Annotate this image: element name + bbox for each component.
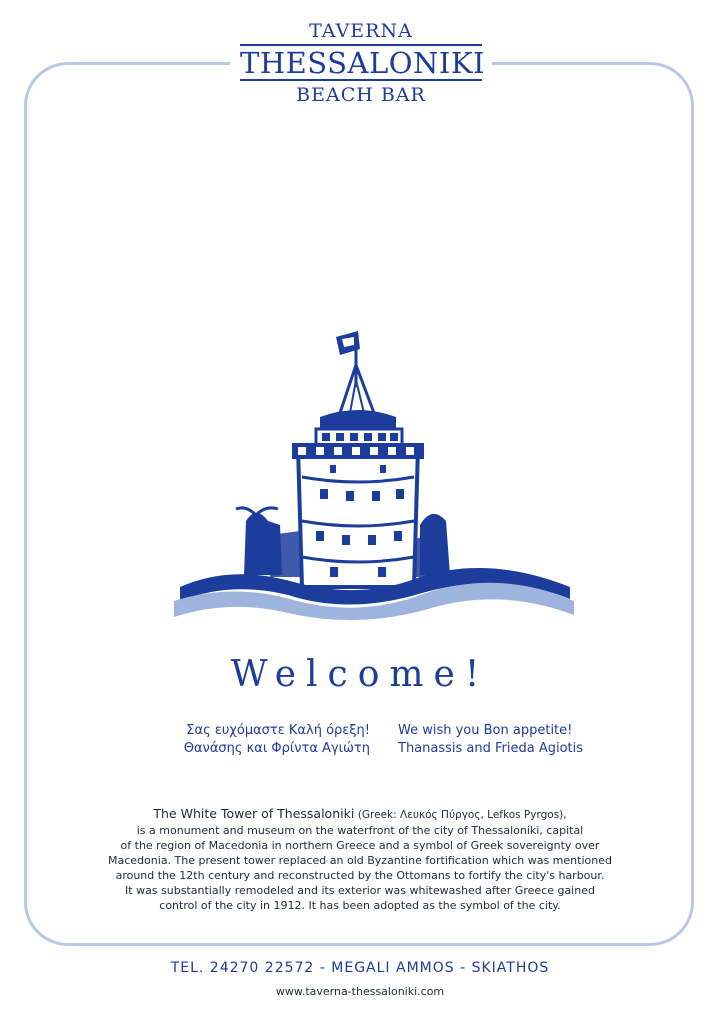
greek-greeting — [150, 722, 370, 758]
white-tower-illustration — [170, 325, 580, 625]
about-line-4: around the 12th century and reconstructed by the Ottomans to fortify the city's harbour. — [115, 869, 605, 882]
greek-greeting-line1: Σας ευχόμαστε Καλή όρεξη! — [186, 723, 370, 738]
website-link[interactable]: www.taverna-thessaloniki.com — [275, 985, 445, 998]
english-greeting-line2: Thanassis and Frieda Agiotis — [398, 741, 584, 756]
white-tower-description — [90, 806, 630, 913]
about-line-5: It was substantially remodeled and its exterior was whitewashed after Greece gained — [125, 884, 595, 897]
header-beach-bar: BEACH BAR — [296, 84, 426, 106]
english-greeting-line1: We wish you Bon appetite! — [398, 723, 573, 738]
greek-greeting-line2: Θανάσης και Φρίντα Αγιώτη — [183, 741, 370, 756]
restaurant-logo-header — [230, 20, 492, 106]
about-title-line — [90, 806, 630, 823]
about-line-1: is a monument and museum on the waterfront of the city of Thessaloniki, capital — [136, 824, 584, 837]
about-line-2: of the region of Macedonia in northern Greece and a symbol of Greek sovereignty over — [120, 839, 600, 852]
about-title-parenthetical: (Greek: Λευκός Πύργος, Lefkos Pyrgos), — [357, 809, 567, 821]
contact-telephone: TEL. 24270 22572 - MEGALI AMMOS - SKIATHOS — [170, 960, 550, 976]
header-taverna: TAVERNA — [309, 20, 413, 42]
header-restaurant-name: THESSALONIKI — [240, 46, 485, 80]
about-line-6: control of the city in 1912. It has been adopted as the symbol of the city. — [159, 899, 561, 912]
about-title: The White Tower of Thessaloniki — [153, 806, 355, 821]
welcome-heading: Welcome! — [230, 654, 490, 695]
english-greeting — [398, 722, 638, 758]
about-line-3: Macedonia. The present tower replaced an old Byzantine fortification which was mentioned — [108, 854, 612, 867]
